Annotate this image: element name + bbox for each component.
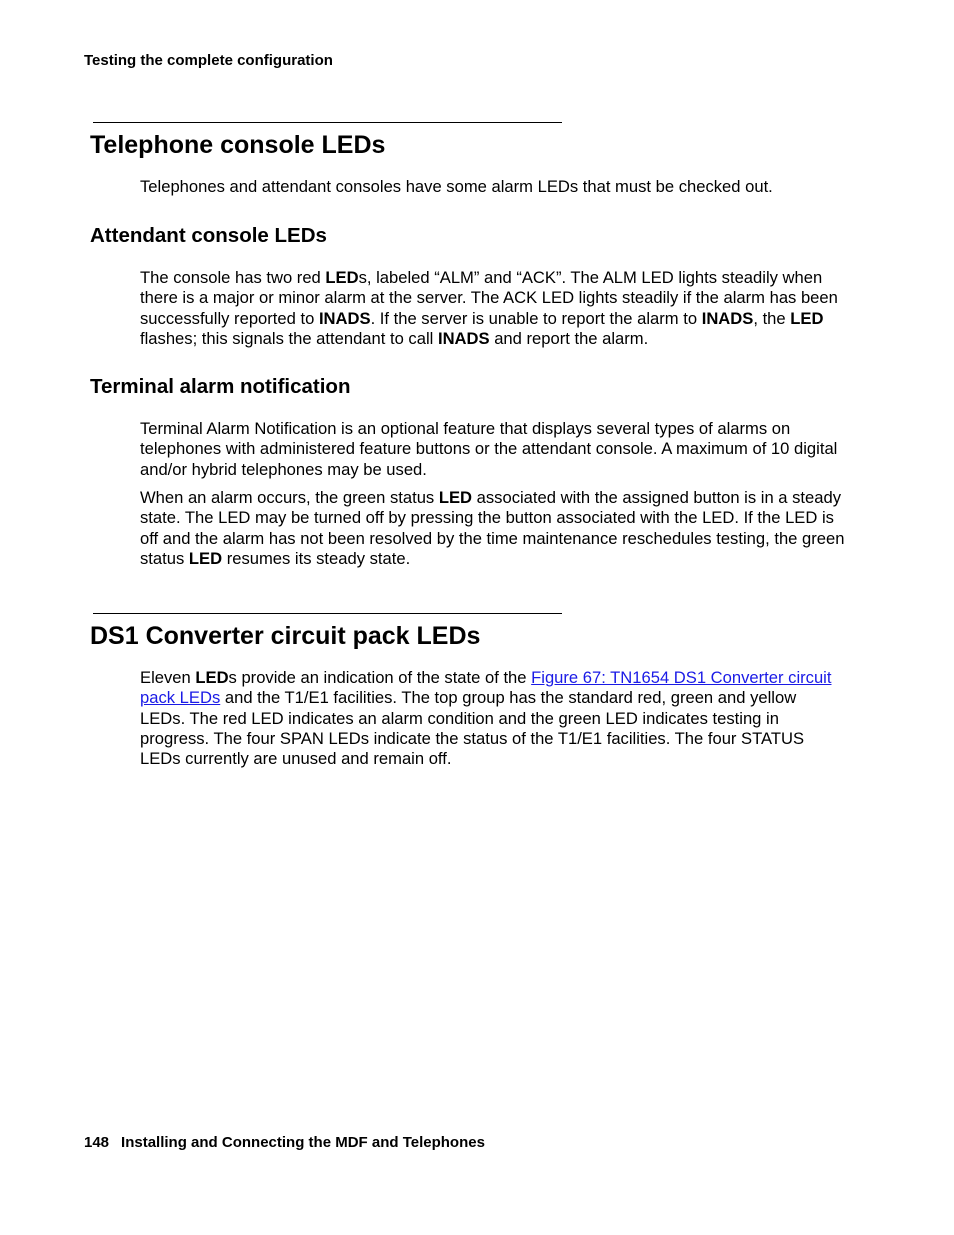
bold-term: LED	[188, 548, 223, 568]
paragraph-line	[140, 688, 864, 708]
paragraph-line	[140, 549, 864, 569]
paragraph-terminal-1	[140, 419, 864, 480]
paragraph-line: Telephones and attendant consoles have some alarm LEDs that must be checked out.	[140, 177, 773, 196]
paragraph-line: telephones with administered feature buttons or the attendant console. A maximum of 10 digital	[140, 439, 838, 459]
heading-ds1-converter-leds: DS1 Converter circuit pack LEDs	[90, 622, 481, 650]
figure-67-link[interactable]: Figure 67: TN1654 DS1 Converter circuit	[531, 668, 832, 687]
section-rule-telephone	[93, 122, 562, 123]
heading-terminal-alarm-notification: Terminal alarm notification	[90, 375, 351, 398]
paragraph-line: progress. The four SPAN LEDs indicate the status of the T1/E1 facilities. The four STATUS	[140, 728, 805, 748]
paragraph-line	[140, 488, 864, 508]
text-run: status	[140, 548, 189, 568]
text-run: s, labeled “ALM” and “ACK”. The ALM LED lights steadily when	[358, 268, 823, 287]
paragraph-telephone-intro	[140, 177, 864, 197]
section-rule-ds1	[93, 613, 562, 614]
paragraph-line	[140, 268, 864, 288]
text-run: and the T1/E1 facilities. The top group has the standard red, green and yellow	[220, 688, 797, 708]
paragraph-line: there is a major or minor alarm at the server. The ACK LED lights steadily if the alarm has been	[140, 288, 838, 308]
bold-term: LED	[325, 268, 359, 287]
text-run: and report the alarm.	[489, 328, 649, 348]
heading-attendant-console-leds: Attendant console LEDs	[90, 224, 327, 247]
running-footer	[84, 1134, 485, 1151]
text-run: successfully reported to	[140, 308, 319, 328]
text-run: associated with the assigned button is in a steady	[472, 488, 842, 507]
text-run: When an alarm occurs, the green status	[140, 488, 439, 507]
text-run: flashes; this signals the attendant to call	[140, 328, 438, 348]
text-run: , the	[753, 308, 791, 328]
text-run: The console has two red	[140, 268, 326, 287]
paragraph-attendant	[140, 268, 864, 349]
paragraph-line: LEDs currently are unused and remain off.	[140, 749, 452, 769]
bold-term: INADS	[437, 328, 490, 348]
bold-term: LED	[438, 488, 473, 507]
bold-term: INADS	[701, 308, 754, 328]
paragraph-terminal-2	[140, 488, 864, 569]
bold-term: LED	[790, 308, 824, 328]
paragraph-line: state. The LED may be turned off by pressing the button associated with the LED. If the LED is	[140, 508, 834, 528]
bold-term: INADS	[318, 308, 371, 328]
running-header: Testing the complete configuration	[84, 52, 333, 69]
paragraph-line: LEDs. The red LED indicates an alarm condition and the green LED indicates testing in	[140, 708, 779, 728]
text-run: Eleven	[140, 668, 196, 687]
text-run: s provide an indication of the state of the	[228, 668, 532, 687]
paragraph-line	[140, 329, 864, 349]
text-run: . If the server is unable to report the alarm to	[370, 308, 702, 328]
paragraph-line: and/or hybrid telephones may be used.	[140, 459, 427, 479]
bold-term: LED	[195, 668, 229, 687]
text-run: resumes its steady state.	[222, 548, 411, 568]
paragraph-line: Terminal Alarm Notification is an optional feature that displays several types of alarms on	[140, 419, 791, 438]
paragraph-line	[140, 668, 864, 688]
book-title: Installing and Connecting the MDF and Telephones	[121, 1134, 485, 1151]
paragraph-line	[140, 309, 864, 329]
figure-67-link-continued[interactable]: pack LEDs	[140, 688, 221, 708]
paragraph-ds1	[140, 668, 864, 769]
heading-telephone-console-leds: Telephone console LEDs	[90, 131, 386, 159]
page-number: 148	[84, 1134, 110, 1151]
paragraph-line: off and the alarm has not been resolved by the time maintenance reschedules testing, the green	[140, 528, 845, 548]
